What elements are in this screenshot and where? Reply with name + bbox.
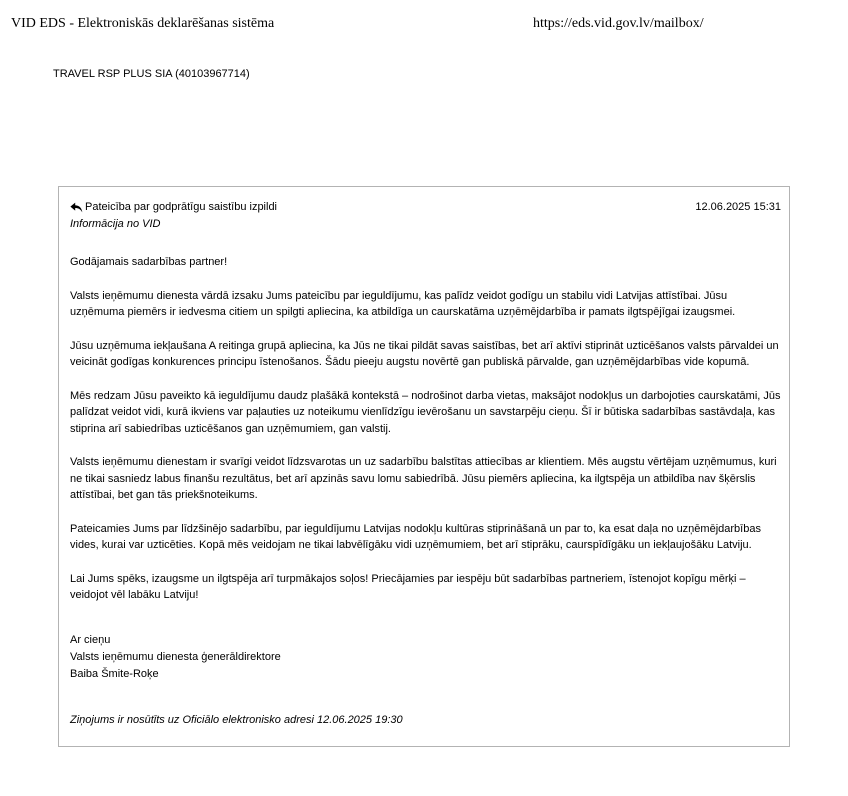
message-date: 12.06.2025 15:31 bbox=[695, 201, 781, 213]
message-paragraph: Lai Jums spēks, izaugsme un ilgtspēja arī turpmākajos soļos! Priecājamies par iespēju būt sadarbības partneriem, īstenojot kopīgu mērķi – veidojot vēl labāku Latviju! bbox=[70, 572, 746, 601]
signature-block bbox=[70, 632, 782, 683]
page-print-title: VID EDS - Elektroniskās deklarēšanas sistēma bbox=[11, 16, 275, 31]
message-panel bbox=[58, 186, 790, 747]
reply-icon bbox=[70, 202, 83, 213]
message-paragraph: Mēs redzam Jūsu paveikto kā ieguldījumu daudz plašākā kontekstā – nodrošinot darba vietas, maksājot nodokļus un darbojoties caurskatāmi, Jūs palīdzat veidot vidi, kurā ikviens var paļauties uz noteikumu vienlīdzīgu ievērošanu un savstarpēju cieņu. Šī ir būtiska sadarbības sastāvdaļa, kas stiprina arī sabiedrības uzticēšanos gan uzņēmumiem, gan valstij. bbox=[70, 389, 781, 435]
page-print-url: https://eds.vid.gov.lv/mailbox/ bbox=[533, 16, 704, 31]
message-subject: Pateicība par godprātīgu saistību izpildi bbox=[85, 201, 278, 213]
message-paragraph: Jūsu uzņēmuma iekļaušana A reitinga grupā apliecina, ka Jūs ne tikai pildāt savas saistības, bet arī aktīvi stiprināt uzticēšanos valsts pārvaldei un veicināt godīgas konkurences principu īstenošanos. Šādu pieeju augstu novērtē gan publiskā pārvalde, gan uzņēmējdarbības vide kopumā. bbox=[70, 339, 779, 368]
message-sender: Informācija no VID bbox=[70, 218, 161, 230]
message-header bbox=[70, 200, 781, 216]
message-body bbox=[70, 254, 782, 683]
message-footer-note: Ziņojums ir nosūtīts uz Oficiālo elektronisko adresi 12.06.2025 19:30 bbox=[70, 714, 403, 726]
signer-title: Valsts ieņēmumu dienesta ģenerāldirektore bbox=[70, 650, 281, 663]
message-paragraph: Valsts ieņēmumu dienestam ir svarīgi veidot līdzsvarotas un uz sadarbību balstītas attiecības ar klientiem. Mēs augstu vērtējam uzņēmumus, kuri ne tikai sasniedz labus finanšu rezultātus, bet arī apzinās savu lomu sabiedrībā. Jūsu piemērs apliecina, ka ilgtspēja un atbildība nav šķērslis attīstībai, bet gan tās priekšnoteikums. bbox=[70, 456, 777, 501]
company-name: TRAVEL RSP PLUS SIA (40103967714) bbox=[53, 68, 250, 80]
message-paragraph: Pateicamies Jums par līdzšinējo sadarbību, par ieguldījumu Latvijas nodokļu kultūras stiprināšanā un par to, ka esat daļa no uzņēmējdarbības vides, kurai var uzticēties. Kopā mēs veidojam ne tikai labvēlīgāku vidi uzņēmumiem, bet arī stiprāku, caurspīdīgāku un iekļaujošāku Latviju. bbox=[70, 522, 761, 551]
signer-name: Baiba Šmite-Roķe bbox=[70, 667, 159, 680]
signature-closing: Ar cieņu bbox=[70, 633, 111, 646]
message-paragraph: Valsts ieņēmumu dienesta vārdā izsaku Jums pateicību par ieguldījumu, kas palīdz veidot godīgu un stabilu vidi Latvijas attīstībai. Jūsu uzņēmuma piemērs ir iedvesma citiem un spilgti apliecina, ka atbildīga un caurskatāma uzņēmējdarbība ir pamats ilgtspējīgai izaugsmei. bbox=[70, 289, 736, 318]
message-greeting: Godājamais sadarbības partner! bbox=[70, 256, 228, 268]
